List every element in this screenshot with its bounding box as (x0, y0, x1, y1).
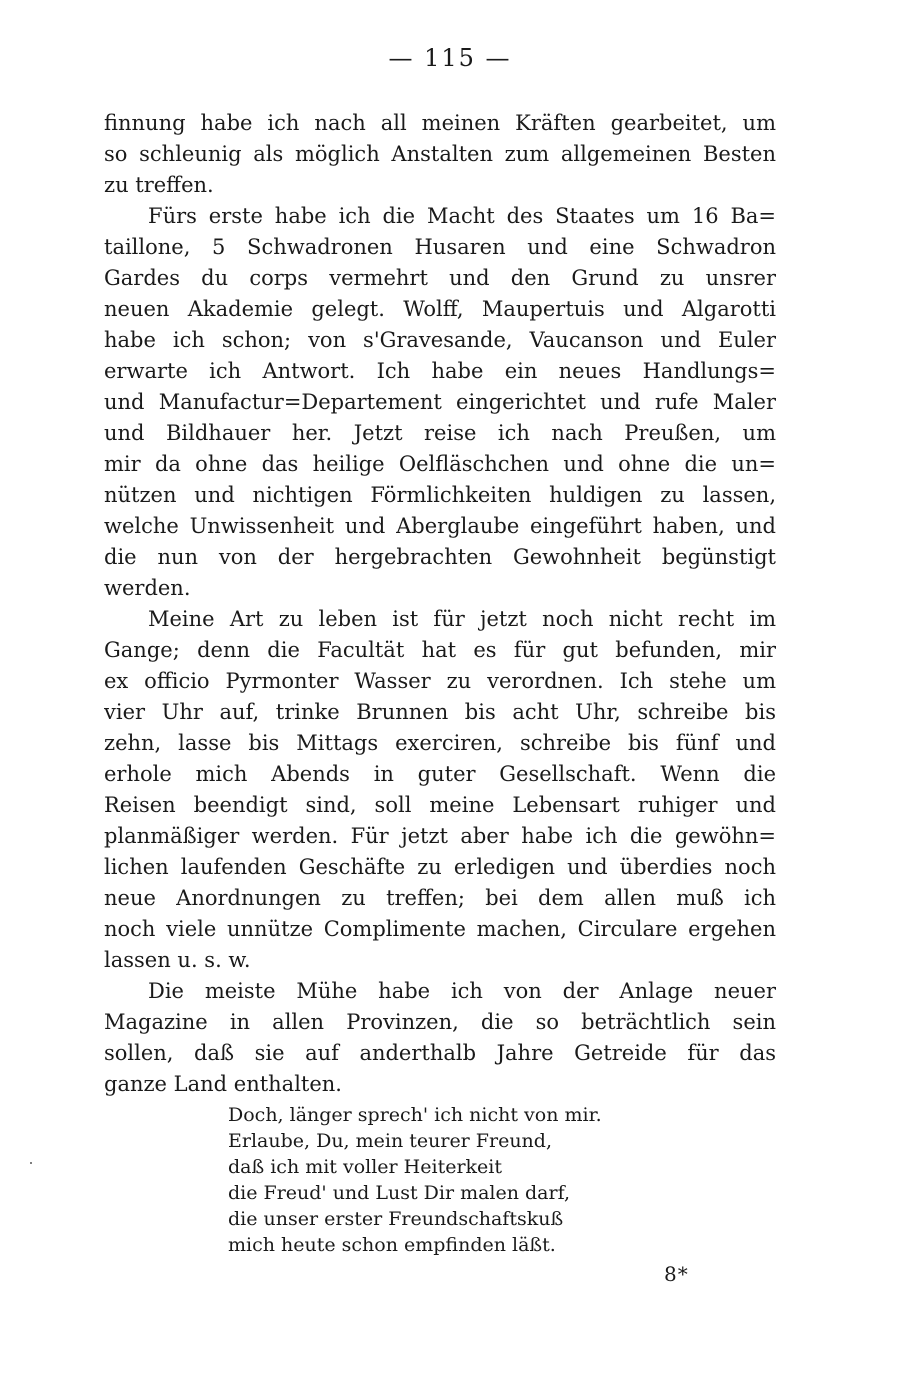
text-line: habe ich schon; von s'Gravesande, Vaucanson und Euler (104, 328, 776, 352)
text-line: ex officio Pyrmonter Wasser zu verordnen. Ich stehe um (104, 669, 776, 693)
body-text (104, 108, 776, 1100)
verse-line: Erlaube, Du, mein teurer Freund, (228, 1130, 552, 1152)
text-line: Gange; denn die Facultät hat es für gut befunden, mir (104, 638, 776, 662)
text-line: Magazine in allen Provinzen, die so beträchtlich sein (104, 1010, 776, 1034)
verse-block (228, 1102, 648, 1258)
verse-line: Doch, länger sprech' ich nicht von mir. (228, 1104, 602, 1126)
text-line: vier Uhr auf, trinke Brunnen bis acht Uhr, schreibe bis (104, 700, 776, 724)
text-line: erwarte ich Antwort. Ich habe ein neues Handlungs= (104, 359, 776, 383)
text-line: Gardes du corps vermehrt und den Grund zu unsrer (104, 266, 776, 290)
text-line: so schleunig als möglich Anstalten zum allgemeinen Besten (104, 142, 776, 166)
text-line: und Manufactur=Departement eingerichtet und rufe Maler (104, 390, 776, 414)
text-line: planmäßiger werden. Für jetzt aber habe ich die gewöhn= (104, 824, 776, 848)
text-line: und Bildhauer her. Jetzt reise ich nach Preußen, um (104, 421, 776, 445)
text-line: Meine Art zu leben ist für jetzt noch nicht recht im (148, 607, 776, 631)
text-line: welche Unwissenheit und Aberglaube eingeführt haben, und (104, 514, 776, 538)
text-line: zu treffen. (104, 173, 214, 197)
text-line: werden. (104, 576, 191, 600)
text-line: zehn, lasse bis Mittags exerciren, schreibe bis fünf und (104, 731, 776, 755)
paragraph-3 (104, 604, 776, 976)
verse-line: daß ich mit voller Heiterkeit (228, 1156, 502, 1178)
text-line: finnung habe ich nach all meinen Kräften gearbeitet, um (104, 111, 776, 135)
page-number: — 115 — (388, 44, 512, 72)
text-line: die nun von der hergebrachten Gewohnheit begünstigt (104, 545, 776, 569)
text-line: ganze Land enthalten. (104, 1072, 342, 1096)
paragraph-1 (104, 108, 776, 201)
verse-line: mich heute schon empfinden läßt. (228, 1234, 556, 1256)
text-line: Die meiste Mühe habe ich von der Anlage neuer (148, 979, 776, 1003)
text-line: lassen u. s. w. (104, 948, 251, 972)
verse-line: die unser erster Freundschaftskuß (228, 1208, 564, 1230)
text-line: nützen und nichtigen Förmlichkeiten huldigen zu lassen, (104, 483, 776, 507)
paper-speck (30, 1162, 32, 1164)
text-line: noch viele unnütze Complimente machen, Circulare ergehen (104, 917, 776, 941)
text-line: sollen, daß sie auf anderthalb Jahre Getreide für das (104, 1041, 776, 1065)
text-line: mir da ohne das heilige Oelfläschchen und ohne die un= (104, 452, 776, 476)
text-line: Fürs erste habe ich die Macht des Staates um 16 Ba= (148, 204, 776, 228)
sheet-signature: 8* (664, 1262, 689, 1286)
text-line: neue Anordnungen zu treffen; bei dem allen muß ich (104, 886, 776, 910)
paragraph-2 (104, 201, 776, 604)
paragraph-4 (104, 976, 776, 1100)
text-line: neuen Akademie gelegt. Wolff, Maupertuis und Algarotti (104, 297, 776, 321)
text-line: taillone, 5 Schwadronen Husaren und eine Schwadron (104, 235, 776, 259)
verse-line: die Freud' und Lust Dir malen darf, (228, 1182, 570, 1204)
text-line: erhole mich Abends in guter Gesellschaft. Wenn die (104, 762, 776, 786)
text-line: Reisen beendigt sind, soll meine Lebensart ruhiger und (104, 793, 776, 817)
text-line: lichen laufenden Geschäfte zu erledigen und überdies noch (104, 855, 776, 879)
